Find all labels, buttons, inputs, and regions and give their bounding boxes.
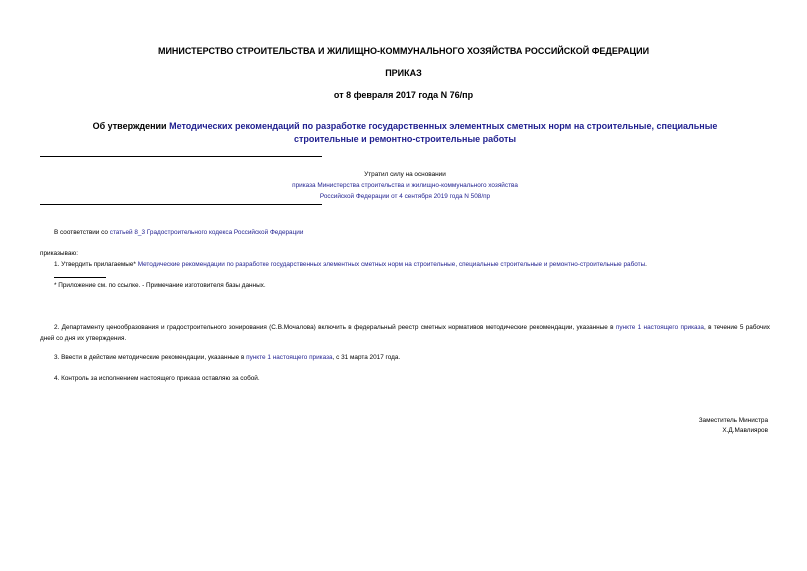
orders-word: приказываю: xyxy=(40,250,78,257)
order-item-4: 4. Контроль за исполнением настоящего приказа оставляю за собой. xyxy=(54,375,260,382)
item3-reference-link[interactable]: пункте 1 настоящего приказа xyxy=(246,354,333,361)
signatory-name: Х.Д.Мавлияров xyxy=(722,427,768,434)
order-item-3 xyxy=(40,352,770,363)
separator-line xyxy=(40,204,322,205)
order-item-2 xyxy=(40,322,770,344)
intro-prefix: В соответствии со xyxy=(54,229,110,236)
document-title xyxy=(60,120,750,146)
item1-prefix: 1. Утвердить прилагаемые* xyxy=(54,261,138,268)
item3-suffix: , с 31 марта 2017 года. xyxy=(332,354,401,361)
separator-line xyxy=(40,156,322,157)
footnote: * Приложение см. по ссылке. - Примечание изготовителя базы данных. xyxy=(54,282,266,289)
intro-paragraph xyxy=(40,227,770,238)
signature-block xyxy=(699,416,768,436)
document-type: ПРИКАЗ xyxy=(385,68,422,78)
item1-suffix: . xyxy=(645,261,647,268)
item3-prefix: 3. Ввести в действие методические рекомендации, указанные в xyxy=(54,354,247,361)
methodical-recommendations-link[interactable]: Методические рекомендации по разработке государственных элементных сметных норм на строительные, специальные строительные и ремонтно-строительные работы xyxy=(137,261,646,268)
expiry-link-line2[interactable]: Российской Федерации от 4 сентября 2019 года N 508/пр xyxy=(319,193,491,200)
expiry-label: Утратил силу на основании xyxy=(364,171,446,178)
signatory-position: Заместитель Министра xyxy=(698,417,768,424)
ministry-heading: МИНИСТЕРСТВО СТРОИТЕЛЬСТВА И ЖИЛИЩНО-КОММУНАЛЬНОГО ХОЗЯЙСТВА РОССИЙСКОЙ ФЕДЕРАЦИИ xyxy=(157,46,650,56)
code-article-link[interactable]: статьей 8_3 Градостроительного кодекса Российской Федерации xyxy=(109,229,304,236)
title-link[interactable]: Методических рекомендаций по разработке государственных элементных сметных норм на строительные, специальные строительные и ремонтно-строительные работы xyxy=(169,121,718,144)
item2-prefix: 2. Департаменту ценообразования и градостроительного зонирования (С.В.Мочалова) включить в федеральный реестр сметных нормативов методические рекомендации, указанные в xyxy=(54,324,616,331)
title-prefix: Об утверждении xyxy=(92,121,170,131)
item2-suffix: , в течение 5 рабочих дней со дня их утверждения. xyxy=(40,324,770,342)
expiry-note xyxy=(180,169,630,202)
expiry-link-line1[interactable]: приказа Министерства строительства и жилищно-коммунального хозяйства xyxy=(292,182,518,189)
footnote-separator xyxy=(54,277,106,278)
order-item-1 xyxy=(40,259,770,270)
item2-reference-link[interactable]: пункте 1 настоящего приказа xyxy=(615,324,704,331)
document-date-number: от 8 февраля 2017 года N 76/пр xyxy=(333,90,474,100)
